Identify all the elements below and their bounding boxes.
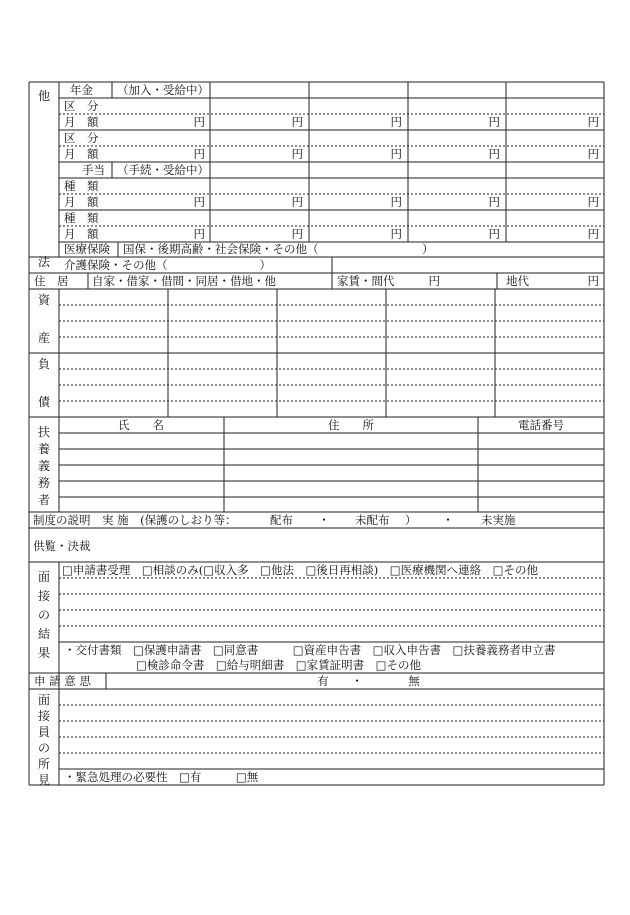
yen-unit: 円 <box>587 274 599 288</box>
interviewer-opinion-label: 所 <box>37 757 51 771</box>
not-done-label: 未実施 <box>481 513 516 527</box>
intent-yes: 有 <box>317 674 329 688</box>
yen-unit: 円 <box>587 227 599 241</box>
yen-unit: 円 <box>390 195 402 209</box>
separator-dot: ・ <box>318 513 330 527</box>
application-intent-label: 申 請 意 思 <box>34 674 91 688</box>
liabilities-label-1: 負 <box>37 357 51 371</box>
yen-unit: 円 <box>488 147 500 161</box>
not-distributed-label: 未配布 <box>355 513 390 527</box>
intent-no: 無 <box>408 674 420 688</box>
interview-result-label: 果 <box>37 646 51 660</box>
monthly-label: 月 額 <box>64 227 99 241</box>
care-insurance-options: 介護保険・その他（ ） <box>64 258 271 272</box>
interviewer-opinion-label: 面 <box>37 693 51 707</box>
yen-unit: 円 <box>193 227 205 241</box>
side-label-law: 法 <box>37 255 51 269</box>
type-label: 種 類 <box>64 211 99 225</box>
yen-unit: 円 <box>587 115 599 129</box>
yen-unit: 円 <box>291 227 303 241</box>
dependents-label: 扶 <box>37 425 51 439</box>
monthly-label: 月 額 <box>64 115 99 129</box>
yen-unit: 円 <box>390 147 402 161</box>
yen-unit: 円 <box>291 195 303 209</box>
yen-unit: 円 <box>390 115 402 129</box>
side-label-other: 他 <box>37 89 51 103</box>
yen-unit: 円 <box>291 147 303 161</box>
dependents-label: 義 <box>37 459 51 473</box>
pension-header: 年金 <box>70 83 93 97</box>
interviewer-opinion-label: 接 <box>37 709 51 723</box>
close-paren: ） <box>405 513 417 527</box>
dependents-label: 務 <box>37 476 51 490</box>
interviewer-opinion-label: 見 <box>37 773 51 787</box>
residence-label: 住 居 <box>34 274 69 288</box>
residence-options: 自家・借家・借間・同居・借地・他 <box>92 274 276 288</box>
interview-result-label: の <box>37 608 51 622</box>
documents-line-1: ・交付書類 □保護申請書 □同意書 □資産申告書 □収入申告書 □扶養義務者申立書 <box>64 643 556 657</box>
dependents-label: 者 <box>37 493 51 507</box>
monthly-label: 月 額 <box>64 195 99 209</box>
type-label: 種 類 <box>64 179 99 193</box>
interview-result-label: 面 <box>37 570 51 584</box>
explanation-label: 制度の説明 実 施 (保護のしおり等： <box>33 513 237 527</box>
monthly-label: 月 額 <box>64 147 99 161</box>
allowance-note: （手続・受給中） <box>117 163 209 177</box>
interviewer-opinion-label: 員 <box>37 725 51 739</box>
pension-note: （加入・受給中） <box>117 83 209 97</box>
yen-unit: 円 <box>390 227 402 241</box>
col-phone: 電話番号 <box>518 418 564 432</box>
col-name: 氏 名 <box>118 418 164 432</box>
medical-insurance-label: 医療保険 <box>64 242 110 256</box>
documents-line-2: □検診命令書 □給与明細書 □家賃証明書 □その他 <box>136 658 421 672</box>
allowance-header: 手当 <box>82 163 105 177</box>
yen-unit: 円 <box>587 195 599 209</box>
category-label: 区 分 <box>64 99 99 113</box>
land-rent-label: 地代 <box>506 274 529 288</box>
yen-unit: 円 <box>488 115 500 129</box>
yen-unit: 円 <box>587 147 599 161</box>
yen-unit: 円 <box>193 115 205 129</box>
medical-insurance-options: 国保・後期高齢・社会保険・その他（ ） <box>123 242 434 256</box>
rent-label: 家賃・間代 <box>337 274 395 288</box>
yen-unit: 円 <box>291 115 303 129</box>
urgent-processing: ・緊急処理の必要性 □有 □無 <box>64 770 259 784</box>
separator-dot: ・ <box>442 513 454 527</box>
dependents-label: 養 <box>37 442 51 456</box>
yen-unit: 円 <box>488 195 500 209</box>
col-address: 住 所 <box>328 418 374 432</box>
separator-dot: ・ <box>351 674 363 688</box>
yen-unit: 円 <box>193 147 205 161</box>
assets-label-1: 資 <box>37 293 51 307</box>
category-label: 区 分 <box>64 131 99 145</box>
review-label: 供覧・決裁 <box>33 539 91 553</box>
interview-result-label: 接 <box>37 589 51 603</box>
interview-result-checks: □申請書受理 □相談のみ(□収入多 □他法 □後日再相談) □医療機関へ連絡 □その他 <box>62 563 539 577</box>
yen-unit: 円 <box>488 227 500 241</box>
distributed-label: 配布 <box>270 513 293 527</box>
yen-unit: 円 <box>193 195 205 209</box>
yen-unit: 円 <box>428 274 440 288</box>
interview-result-label: 結 <box>37 627 51 641</box>
liabilities-label-2: 債 <box>37 395 51 409</box>
interviewer-opinion-label: の <box>37 741 51 755</box>
assets-label-2: 産 <box>37 331 51 345</box>
